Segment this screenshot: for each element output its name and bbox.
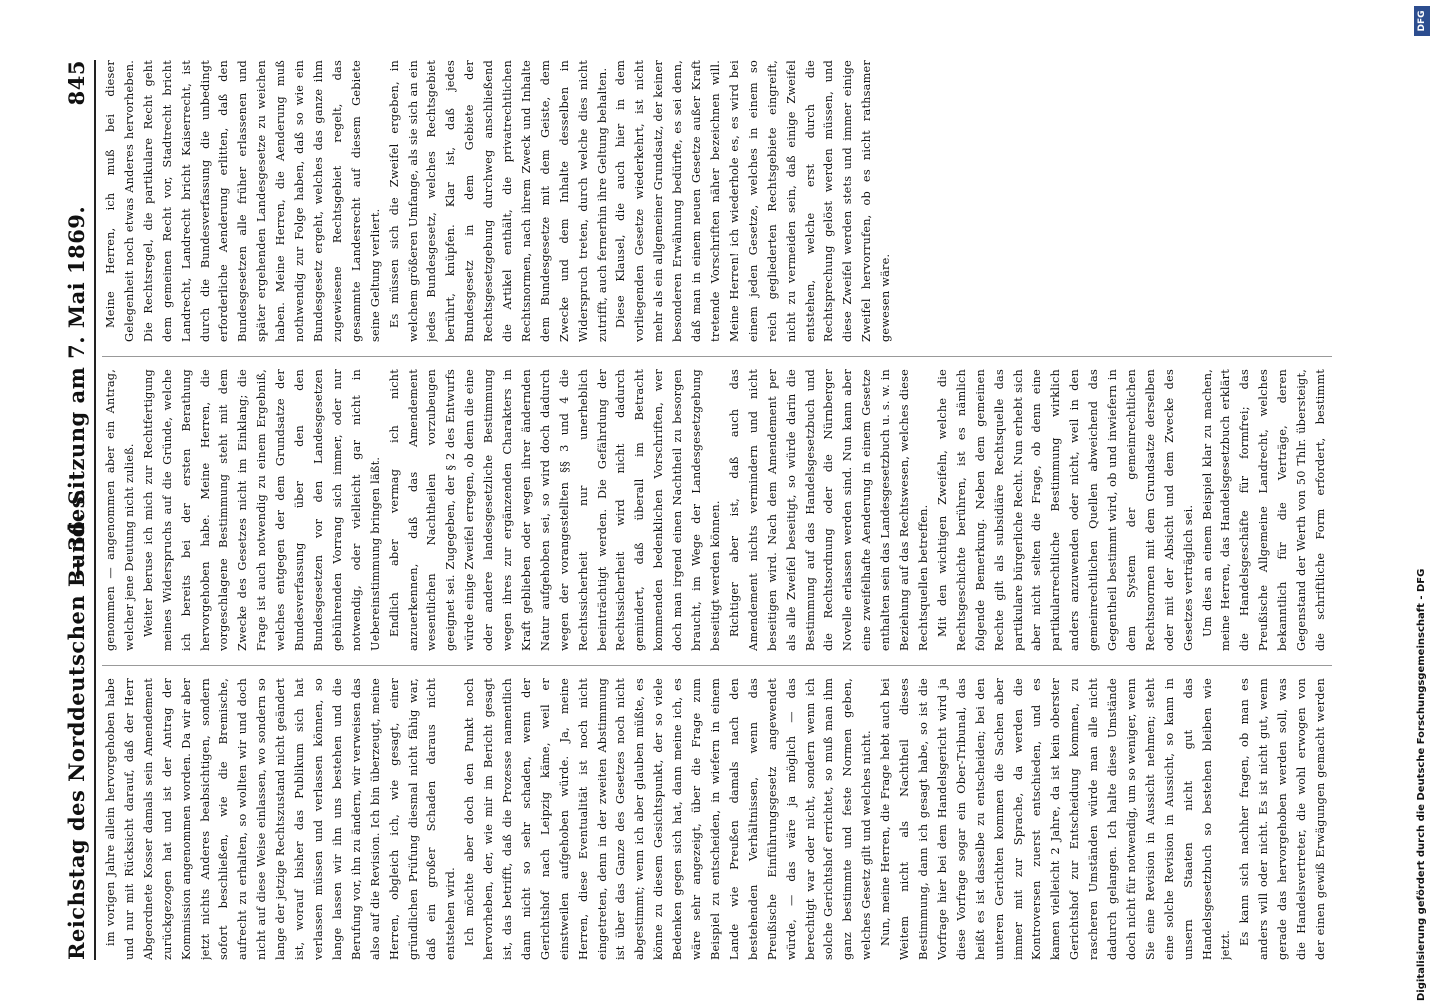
paragraph-text: Diese Klausel, die auch hier in dem vorliegenden Gesetze wiederkehrt, ist nicht mehr als ein allgemeiner Grundsatz, der keiner besonderen Erwähnung bedürfte, es sei denn, daß man in einem neuen Gesetze außer Kraft tretende Vorschriften näher bezeichnen will. Meine Herren! ich wiederhole es, es wird bei einem jeden Gesetze, welches in einem so reich gegliederten Rechtsgebiete eingreift, nicht zu vermeiden sein, daß einige Zweifel entstehen, welche erst durch die Rechtsprechung gelöst werden müssen, und diese Zweifel werden stets und immer einige Zweifel hervorrufen, ob es nicht rathsamer gewesen wäre. <box>614 60 893 342</box>
text-column-2 <box>102 369 1332 651</box>
paragraph-text: genommen — angenommen aber ein Antrag, welcher jene Deutung nicht zuließ. <box>104 369 136 651</box>
header-session-date: — 36. Sitzung am 7. Mai 1869. <box>64 205 89 580</box>
paragraph-text: Endlich aber vermag ich nicht anzuerkennen, daß das Amendement wesentlichen Nachtheilen vorzubeugen geeignet sei. Zugegeben, der § 2 des Entwurfs würde einige Zweifel erregen, ob denn die eine oder andere landesgesetzliche Bestimmung wegen ihres zur ergänzenden Charakters in Kraft geblieben oder wegen ihrer ändernden Natur aufgehoben sei, so wird doch dadurch wegen der vorangestellten §§ 3 und 4 die Rechtssicherheit nur unerheblich beeinträchtigt werden. Die Gefährdung der Rechtssicherheit wird nicht dadurch gemindert, daß überall im Betracht kommenden bedenklichen Vorschriften, wer doch man irgend einen Nachtheil zu besorgen braucht, im Wege der Landesgesetzgebung beseitigt werden können. <box>387 369 722 651</box>
header-title: Reichstag des Norddeutschen Bundes. <box>64 488 89 960</box>
paragraph-text: Weiter beruse ich mich zur Rechtfertigung meines Widerspruchs auf die Gründe, welche ich bereits bei der ersten Berathung hervorgehoben habe. Meine Herren, die vorgeschlagene Bestimmung steht mit dem Zwecke des Gesetzes nicht im Einklang; die Frage ist auch notwendig zu einem Ergebniß, welches entgegen der dem Grundsatze der Bundesverfassung über den den Bundesgesetzen vor den Landesgesetzen gebührenden Vorrang sich immer, oder nur notwendig, oder vielleicht gar nicht in Uebereinstimmung bringen läßt. <box>141 369 382 651</box>
paragraph <box>461 678 877 960</box>
watermark-text: Digitalisierung gefördert durch die Deutsche Forschungsgemeinschaft - DFG <box>1416 568 1427 1001</box>
paragraph-text: Um dies an einem Beispiel klar zu machen, meine Herren, das Handelsgesetzbuch erklärt die Handelsgeschäfte für formfrei; das Preußische Allgemeine Landrecht, welches bekanntlich für die Verträge, deren Gegenstand der Werth von 50 Thlr. übersteigt, die schriftliche Form erfordert, bestimmt <box>1200 369 1327 651</box>
paragraph <box>102 60 386 342</box>
dfg-logo-badge <box>1414 6 1430 36</box>
paragraph <box>726 369 934 651</box>
paragraph-text: Richtiger aber ist, daß auch das Amendement nichts vermindern und nicht beseitigen wird. Nach dem Amendement per als alle Zweifel beseitigt, so würde darin die Bestimmung auf das Handelsgesetzbuch und die Rechtsordnung oder die Nürnberger Novelle erlassen werden sind. Nun kann aber eine zweifelhafte Aenderung in einem Gesetze enthalten sein das Landesgesetzbuch u. s. w. in Beziehung auf das Rechtswesen, welches diese Rechtsquellen betreffen. <box>727 369 930 651</box>
page-number: 845 <box>64 60 89 106</box>
dfg-badge-text: DFG <box>1417 10 1427 32</box>
page-header <box>60 60 96 960</box>
paragraph <box>102 369 140 651</box>
paragraph <box>386 369 726 651</box>
column-divider <box>102 665 1332 666</box>
paragraph <box>934 369 1199 651</box>
paragraph <box>877 678 1236 960</box>
paragraph-text: Es müssen sich die Zweifel ergeben, in welchem größeren Umfange, als sie sich an ein jedes Bundesgesetz, welches Rechtsgebiet berührt, knüpfen. Klar ist, daß jedes Bundesgesetz in dem Gebiete der Rechtsgesetzgebung durchweg anschließend die Artikel enthält, die privatrechtlichen Rechtsnormen, nach ihrem Zweck und Inhalte dem Bundesgesetze mit dem Geiste, dem Zwecke und dem Inhalte desselben in Widerspruch treten, durch welche dies nicht zutrifft, auch fernerhin ihre Geltung behalten. <box>387 60 609 342</box>
paragraph <box>1199 369 1332 651</box>
paragraph <box>612 60 896 342</box>
scanned-page <box>20 30 1370 990</box>
paragraph-text: im vorigen Jahre allein hervorgehoben habe und nur mit Rücksicht darauf, daß der Herr Abgeordnete Kosser damals sein Amendement zurückgezogen hat und ist der Antrag der Kommission angenommen worden. Da wir aber jetzt nichts Anderes beabsichtigen, sondern sofort beschließen, wie die Bremische, aufrecht zu erhalten, so wollten wir und doch nicht auf diese Weise einlassen, wo sondern so lange der jetzige Rechtszustand nicht geändert ist, worauf bisher das Publikum sich hat verlassen müssen und verlassen können, so lange lassen wir ihn uns bestehen und die Berufung vor, ihn zu ändern, wir verweisen das also auf die Revision. Ich bin überzeugt, meine Herren, obgleich ich, wie gesagt, einer gründlichen Prüfung diesmal nicht fähig war, daß ein großer Schaden daraus nicht entstehen wird. <box>104 678 458 960</box>
paragraph <box>386 60 613 342</box>
paragraph-text: Es kann sich nachher fragen, ob man es anders will oder nicht. Es ist nicht gut, wenn gerade das hervorgehoben werden soll, was die Handelsvertreter, die wohl erwogen von der einen gewiß Erwägungen gemacht werden <box>1238 678 1327 960</box>
paragraph <box>102 678 461 960</box>
digitization-watermark <box>1414 6 1430 1001</box>
paragraph <box>1236 678 1332 960</box>
paragraph-text: Meine Herren, ich muß bei dieser Gelegenheit noch etwas Anderes hervorheben. Die Rechtsregel, die partikulare Recht geht dem gemeinen Recht vor, Stadtrecht bricht Landrecht, Landrecht bricht Kaiserrecht, ist durch die Bundesverfassung die unbedingt erforderliche Aenderung erlitten, daß den Bundesgesetzen alle früher erlassenen und später ergehenden Landesgesetze zu weichen haben. Meine Herren, die Aenderung muß nothwendig zur Folge haben, daß so wie ein Bundesgesetz ergeht, welches das ganze ihm zugewiesene Rechtsgebiet regelt, das gesammte Landesrecht auf diesem Gebiete seine Geltung verliert. <box>104 60 382 342</box>
paragraph <box>140 369 386 651</box>
text-column-3 <box>102 60 1332 342</box>
column-divider <box>102 356 1332 357</box>
paragraph-text: Mit den wichtigen Zweifeln, welche die Rechtsgeschichte berühren, ist es nämlich folgende Bemerkung. Neben dem gemeinen Rechte gilt als subsidiäre Rechtsquelle das partikulare bürgerliche Recht. Nun erhebt sich aber nicht selten die Frage, ob denn eine partikularrechtliche Bestimmung wirklich anders anzuwenden oder nicht, weil in den gemeinrechtlichen Quellen abweichend das Gegentheil bestimmt wird, ob und inwiefern in dem System der gemeinrechtlichen Rechtsnormen mit dem Grundsatze derselben oder mit der Absicht und dem Zwecke des Gesetzes verträglich sei. <box>935 369 1195 651</box>
paragraph-text: Ich möchte aber doch den Punkt noch hervorheben, der, wie mir im Bericht gesagt ist, das betrifft, daß die Prozesse namentlich dann nicht so sehr schaden, wenn der Gerichtshof nach Leipzig käme, weil er einstweilen aufgehoben würde. Ja, meine Herren, diese Eventualität ist noch nicht eingetreten, denn in der zweiten Abstimmung ist über das Ganze des Gesetzes noch nicht abgestimmt; wenn ich aber glauben müßte, es könne zu diesem Gesichtspunkt, der so viele Bedenken gegen sich hat, dann meine ich, es wäre sehr angezeigt, über die Frage zum Beispiel zu entscheiden, in wiefern in einem Lande wie Preußen damals nach den bestehenden Verhältnissen, wenn das Preußische Einführungsgesetz angewendet würde, — das wäre ja möglich — das berechtigt war oder nicht, sondern wenn ich solche Gerichtshof errichtet, so muß man ihm ganz bestimmte und feste Normen geben, welches Gesetz gilt und welches nicht. <box>463 678 874 960</box>
text-column-1 <box>102 678 1332 960</box>
paragraph-text: Nun, meine Herren, die Frage hebt auch bei Weitem nicht als Nachtheil dieses Bestimmung, dann ich gesagt habe, so ist die Vorfrage hier bei dem Handelsgericht wird ja diese Vorfrage sogar ein Ober-Tribunal, das heißt es ist dasselbe zu entscheiden; bei den unteren Gerichten kommen die Sachen aber immer mit zur Sprache, da werden die Kontroversen zuerst entschieden, und es kamen vielleicht 2 Jahre, da ist kein oberster Gerichtshof zur Entscheidung kommen, zu rascheren Umständen würde man alle nicht dadurch gelangen. Ich halte diese Umstände doch nicht für notwendig, um so weniger, wenn Sie eine Revision in Aussicht nehmen; steht eine solche Revision in Aussicht, so kann in unsern Staaten nicht gut das Handelsgesetzbuch so bestehen bleiben wie jetzt. <box>879 678 1233 960</box>
